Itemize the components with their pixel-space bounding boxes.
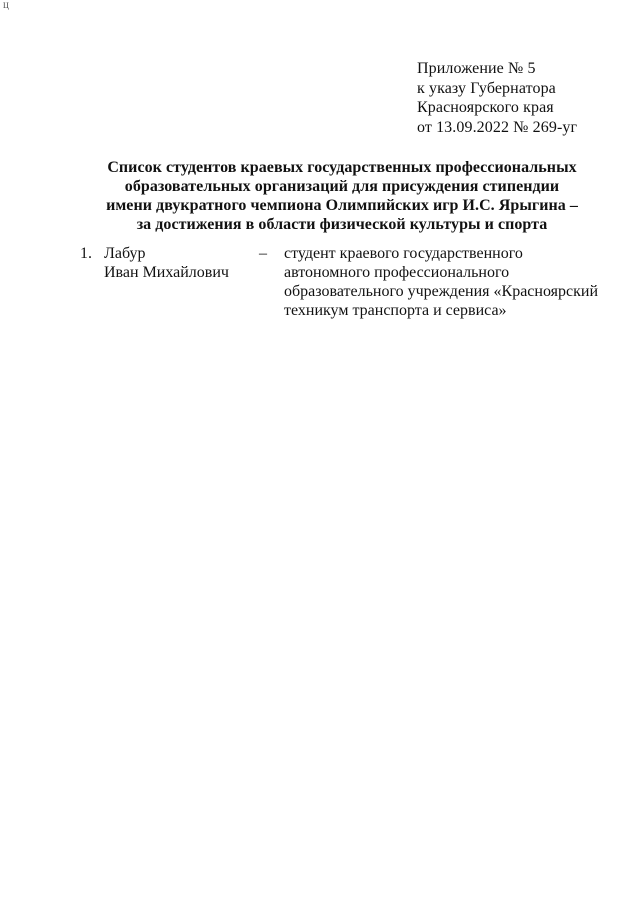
- title-line: Список студентов краевых государственных профессиональных: [107, 159, 577, 176]
- corner-mark: Ц: [3, 1, 9, 10]
- appendix-block: [417, 59, 627, 137]
- student-description-line: техникум транспорта и сервиса»: [284, 302, 507, 319]
- student-description-line: студент краевого государственного: [284, 245, 523, 262]
- student-name-line: Лабур: [104, 245, 146, 262]
- student-name-line: Иван Михайлович: [104, 264, 229, 281]
- student-description: [284, 244, 624, 320]
- entry-dash: –: [259, 245, 267, 262]
- student-description-line: образовательного учреждения «Красноярский: [284, 283, 599, 300]
- entry-number: 1.: [80, 245, 92, 262]
- student-description-line: автономного профессионального: [284, 264, 510, 281]
- title-line: образовательных организаций для присуждения стипендии: [124, 178, 560, 195]
- student-entry: [0, 244, 640, 324]
- student-name: [104, 244, 249, 282]
- appendix-line: Приложение № 5: [417, 60, 536, 77]
- appendix-line: к указу Губернатора: [417, 79, 556, 97]
- document-title: [82, 158, 602, 234]
- appendix-line: от 13.09.2022 № 269-уг: [417, 118, 578, 136]
- title-line: за достижения в области физической культуры и спорта: [136, 216, 548, 233]
- appendix-line: Красноярского края: [417, 99, 554, 116]
- title-line: имени двукратного чемпиона Олимпийских игр И.С. Ярыгина –: [106, 197, 578, 214]
